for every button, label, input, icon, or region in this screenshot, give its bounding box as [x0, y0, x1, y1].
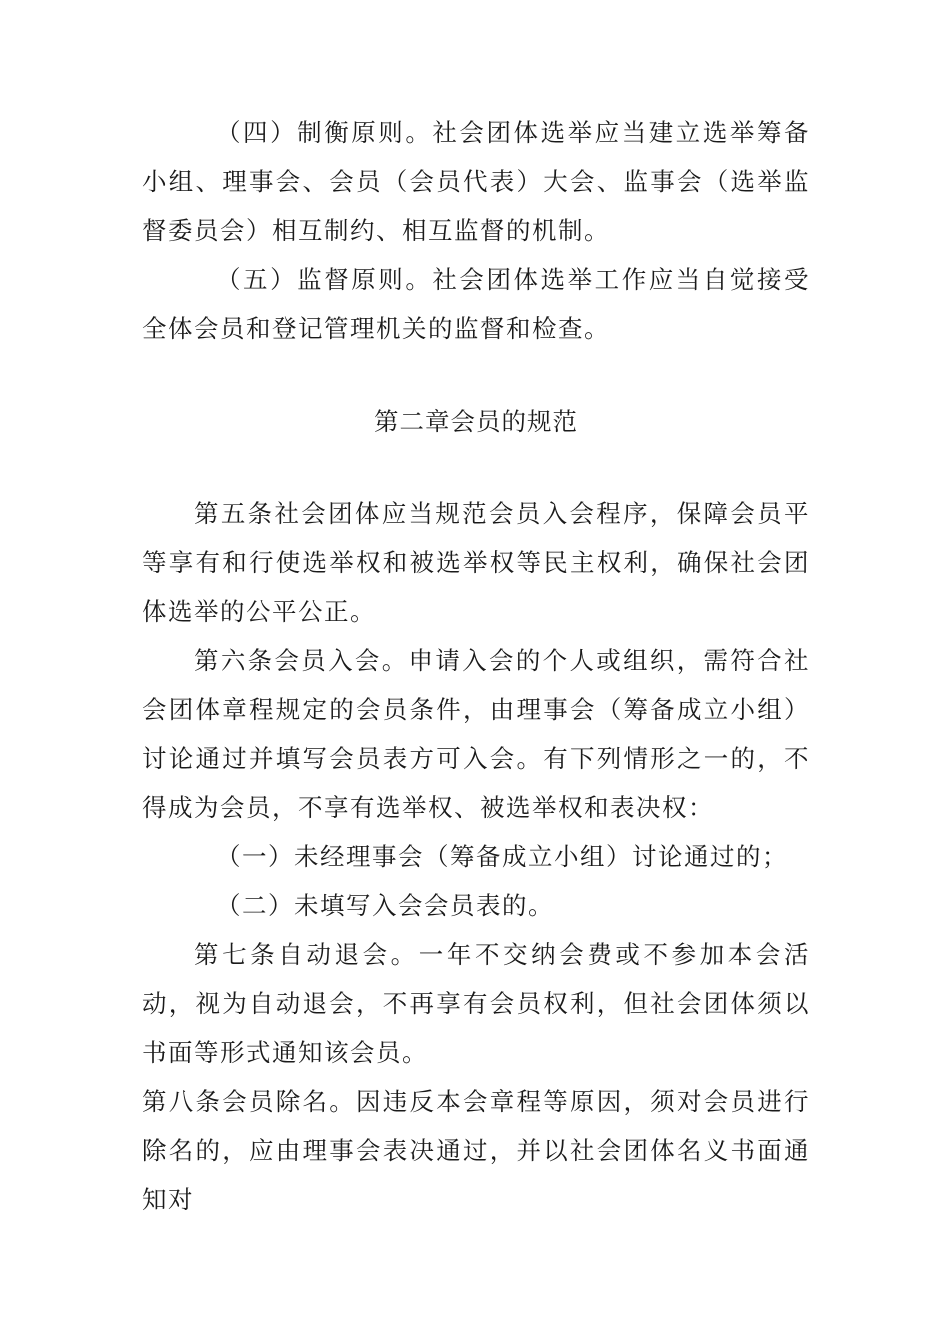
article-8: 第八条会员除名。因违反本会章程等原因，须对会员进行除名的，应由理事会表决通过，并以社会团体名义书面通知对	[142, 1087, 810, 1214]
article-6-item-2: （二）未填写入会会员表的。	[216, 891, 554, 920]
article-5: 第五条社会团体应当规范会员入会程序，保障会员平等享有和行使选举权和被选举权等民主权利，确保社会团体选举的公平公正。	[142, 499, 810, 626]
paragraph-principle-checks-balances: （四）制衡原则。社会团体选举应当建立选举筹备小组、理事会、会员（会员代表）大会、监事会（选举监督委员会）相互制约、相互监督的机制。	[142, 118, 810, 245]
article-6-item-1: （一）未经理事会（筹备成立小组）讨论通过的；	[216, 842, 788, 871]
article-7: 第七条自动退会。一年不交纳会费或不参加本会活动，视为自动退会，不再享有会员权利，但社会团体须以书面等形式通知该会员。	[142, 940, 810, 1067]
paragraph-principle-supervision: （五）监督原则。社会团体选举工作应当自觉接受全体会员和登记管理机关的监督和检查。	[142, 265, 810, 343]
document-page	[142, 108, 810, 1224]
chapter-heading: 第二章会员的规范	[374, 407, 578, 436]
article-6: 第六条会员入会。申请入会的个人或组织，需符合社会团体章程规定的会员条件，由理事会（筹备成立小组）讨论通过并填写会员表方可入会。有下列情形之一的，不得成为会员，不享有选举权、被选举权和表决权：	[142, 646, 810, 822]
